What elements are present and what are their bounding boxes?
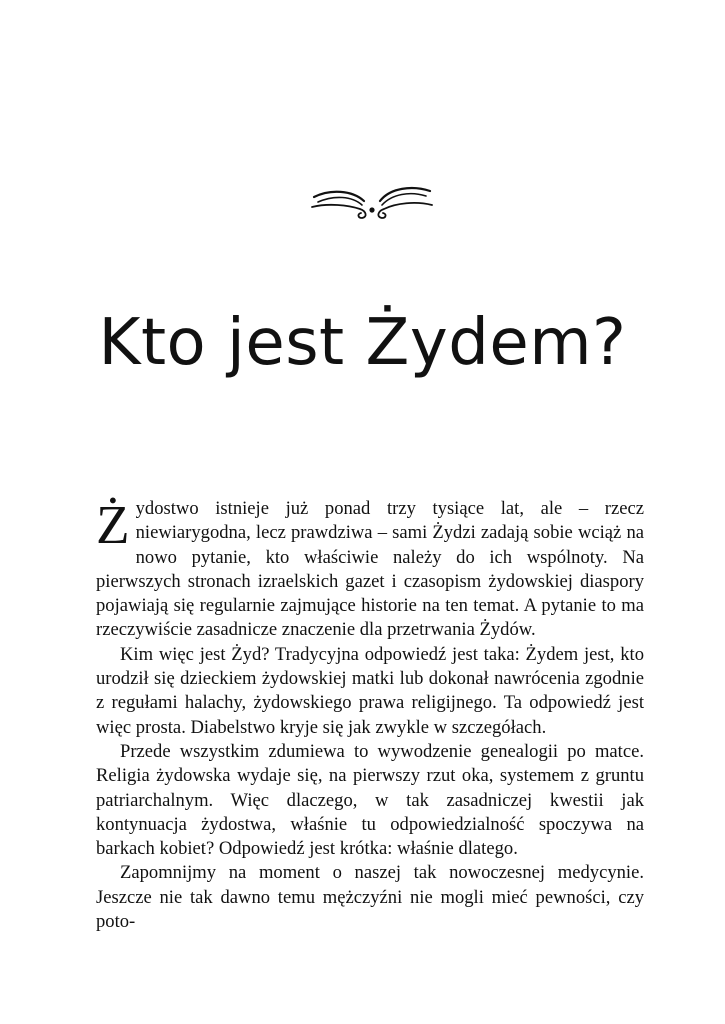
paragraph-text: Przede wszystkim zdumiewa to wywodzenie genealogii po matce. Religia żydowska wydaje się, na pierwszy rzut oka, systemem z gruntu patriarchalnym. Więc dlaczego, w tak zasadniczej kwestii jak kontynuacja żydostwa, właśnie tu odpowiedzialność spoczywa na barkach kobiet? Odpowiedź jest krótka: właśnie dlatego.	[96, 740, 644, 860]
paragraph	[96, 643, 644, 740]
paragraph	[96, 740, 644, 861]
paragraph	[96, 861, 644, 934]
chapter-body	[96, 494, 644, 934]
paragraph-text: ydostwo istnieje już ponad trzy tysiące lat, ale – rzecz niewiarygodna, lecz prawdziwa – sami Żydzi zadają sobie wciąż na nowo pytanie, kto właściwie należy do ich wspólnoty. Na pierwszych stronach izraelskich gazet i czasopism żydowskiej diaspory pojawiają się regularnie zajmujące historie na ten temat. A pytanie to ma rzeczywiście zasadnicze znaczenie dla przetrwania Żydów.	[96, 498, 644, 641]
paragraph-text: Kim więc jest Żyd? Tradycyjna odpowiedź jest taka: Żydem jest, kto urodził się dzieckiem żydowskiej matki lub dokonał nawrócenia zgodnie z regułami halachy, żydowskiego prawa religijnego. Ta odpowiedź jest więc prosta. Diabelstwo kryje się jak zwykle w szczegółach.	[96, 643, 644, 738]
flourish-ornament-icon	[308, 183, 436, 223]
drop-cap: Ż	[96, 494, 130, 555]
page-title: Kto jest Żydem?	[98, 306, 627, 380]
paragraph-text: Zapomnijmy na moment o naszej tak nowoczesnej medycynie. Jeszcze nie tak dawno temu mężczyźni nie mogli mieć pewności, czy poto-	[96, 862, 644, 933]
paragraph	[96, 494, 644, 643]
